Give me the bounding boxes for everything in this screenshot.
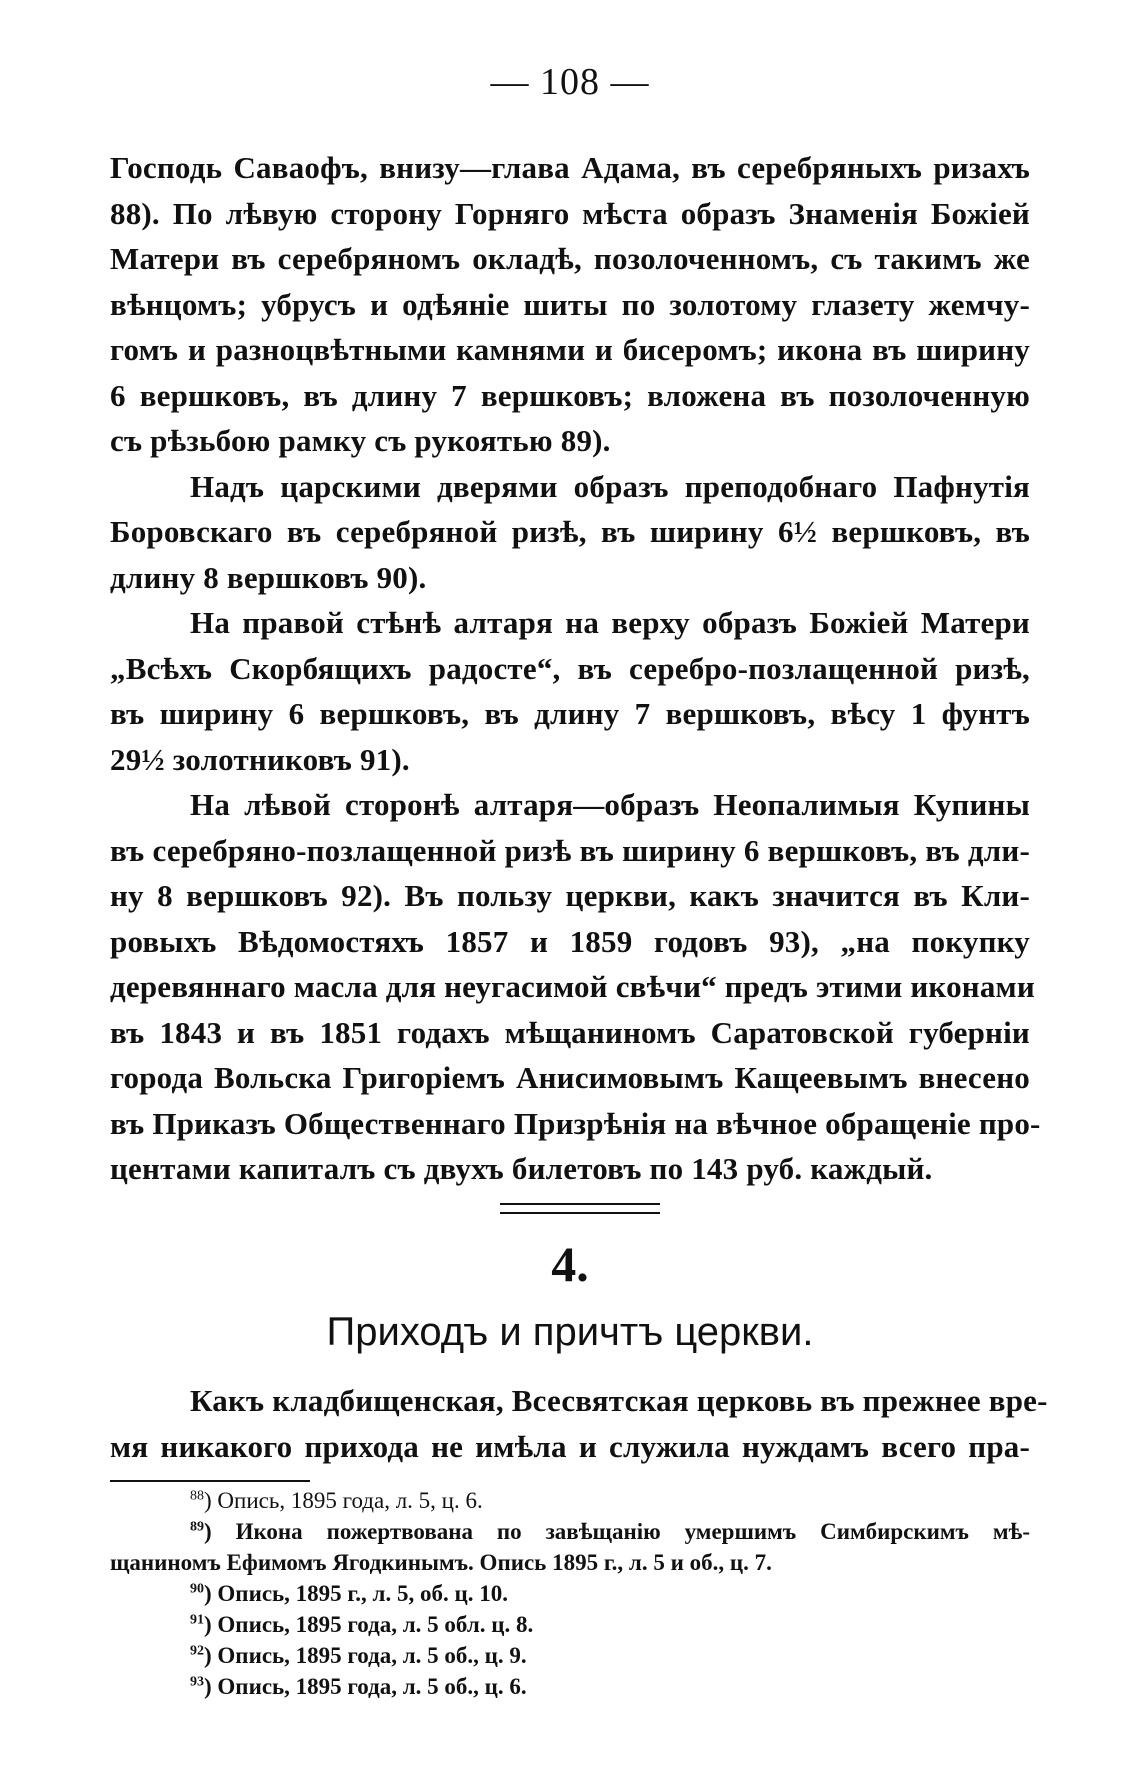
footnote-text: Опись, 1895 года, л. 5 об., ц. 6. <box>217 1674 527 1699</box>
footnotes <box>110 1485 1030 1702</box>
page-number: — 108 — <box>490 61 650 103</box>
footnote: $^{91}$) Опись, 1895 года, л. 5 обл. ц. 8. <box>190 1612 534 1637</box>
text-line: 88). По лѣвую сторону Горняго мѣста образъ Знаменія Божіей <box>110 195 1030 231</box>
footnote-text: Опись, 1895 г., л. 5, об. ц. 10. <box>217 1581 508 1606</box>
text-line: Надъ царскими дверями образъ преподобнаго Пафнутія <box>190 468 1030 504</box>
footnote-rule <box>110 1480 310 1482</box>
text-line: Матери въ серебряномъ окладѣ, позолоченномъ, съ такимъ же <box>110 241 1030 276</box>
footnote-text: Опись, 1895 года, л. 5 обл. ц. 8. <box>217 1612 534 1637</box>
footnote-number: 92 <box>190 1643 204 1659</box>
text-line: въ Приказъ Общественнаго Призрѣнія на вѣчное обращеніе про- <box>110 1105 1041 1141</box>
body-text <box>110 145 1041 1192</box>
text-line: въ серебряно-позлащенной ризѣ въ ширину 6 вершковъ, въ дли- <box>110 832 1030 868</box>
footnote-number: 89 <box>190 1519 204 1535</box>
text-line: Господь Саваофъ, внизу—глава Адама, въ серебряныхъ ризахъ <box>110 150 1030 185</box>
text-line: ровыхъ Вѣдомостяхъ 1857 и 1859 годовъ 93), „на покупку <box>110 923 1030 959</box>
text-line: Какъ кладбищенская, Всесвятская церковь въ прежнее вре- <box>190 1383 1048 1418</box>
text-line: города Вольска Григоріемъ Анисимовымъ Кащеевымъ внесено <box>110 1060 1030 1095</box>
footnote-text: Опись, 1895 года, л. 5 об., ц. 9. <box>217 1643 527 1668</box>
section-number: 4. <box>551 1236 589 1292</box>
section-divider <box>500 1203 660 1214</box>
footnote-text: Икона пожертвована по завѣщанію умершимъ Симбирскимъ мѣ- <box>235 1519 1030 1544</box>
text-line: 29½ золотниковъ 91). <box>110 741 410 777</box>
section-title: Приходъ и причтъ церкви. <box>326 1310 814 1354</box>
footnote: $^{92}$) Опись, 1895 года, л. 5 об., ц. 9. <box>190 1643 527 1668</box>
text-line: 6 вершковъ, въ длину 7 вершковъ; вложена въ позолоченную <box>110 377 1030 413</box>
footnote-continuation: щаниномъ Ефимомъ Ягодкинымъ. Опись 1895 г., л. 5 и об., ц. 7. <box>110 1550 772 1575</box>
text-line: ну 8 вершковъ 92). Въ пользу церкви, какъ значится въ Кли- <box>110 878 1030 913</box>
text-line: гомъ и разноцвѣтными камнями и бисеромъ; икона въ ширину <box>110 332 1030 367</box>
text-line: въ 1843 и въ 1851 годахъ мѣщаниномъ Саратовской губерніи <box>110 1014 1030 1050</box>
text-line: Боровскаго въ серебряной ризѣ, въ ширину 6½ вершковъ, въ <box>110 514 1030 549</box>
text-line: съ рѣзьбою рамку съ рукоятью 89). <box>110 423 611 458</box>
text-line: деревяннаго масла для неугасимой свѣчи“ предъ этими иконами <box>110 969 1035 1004</box>
footnote-number: 90 <box>190 1581 204 1597</box>
footnote-number: 88 <box>190 1488 204 1504</box>
footnote-text: Опись, 1895 года, л. 5, ц. 6. <box>217 1488 483 1513</box>
text-line: вѣнцомъ; убрусъ и одѣяніе шиты по золотому глазету жемчу- <box>110 286 1030 322</box>
footnote: $^{88}$) Опись, 1895 года, л. 5, ц. 6. <box>190 1488 483 1513</box>
text-line: На правой стѣнѣ алтаря на верху образъ Божіей Матери <box>190 605 1030 640</box>
text-line: мя никакого прихода не имѣла и служила нуждамъ всего пра- <box>110 1428 1030 1464</box>
footnote: $^{89}$) Икона пожертвована по завѣщанію умершимъ Симбирскимъ мѣ- <box>190 1519 1030 1544</box>
footnote: $^{93}$) Опись, 1895 года, л. 5 об., ц. 6. <box>190 1674 527 1699</box>
text-line: На лѣвой сторонѣ алтаря—образъ Неопалимыя Купины <box>190 787 1030 822</box>
text-line: длину 8 вершковъ 90). <box>110 559 427 595</box>
footnote-number: 91 <box>190 1612 204 1628</box>
text-line: центами капиталъ съ двухъ билетовъ по 143 руб. каждый. <box>110 1151 933 1186</box>
text-line: „Всѣхъ Скорбящихъ радосте“, въ серебро-позлащенной ризѣ, <box>110 650 1030 686</box>
text-line: въ ширину 6 вершковъ, въ длину 7 вершковъ, вѣсу 1 фунтъ <box>110 696 1030 731</box>
section-body <box>110 1378 1048 1469</box>
footnote-number: 93 <box>190 1674 204 1690</box>
footnote: $^{90}$) Опись, 1895 г., л. 5, об. ц. 10. <box>190 1581 508 1606</box>
